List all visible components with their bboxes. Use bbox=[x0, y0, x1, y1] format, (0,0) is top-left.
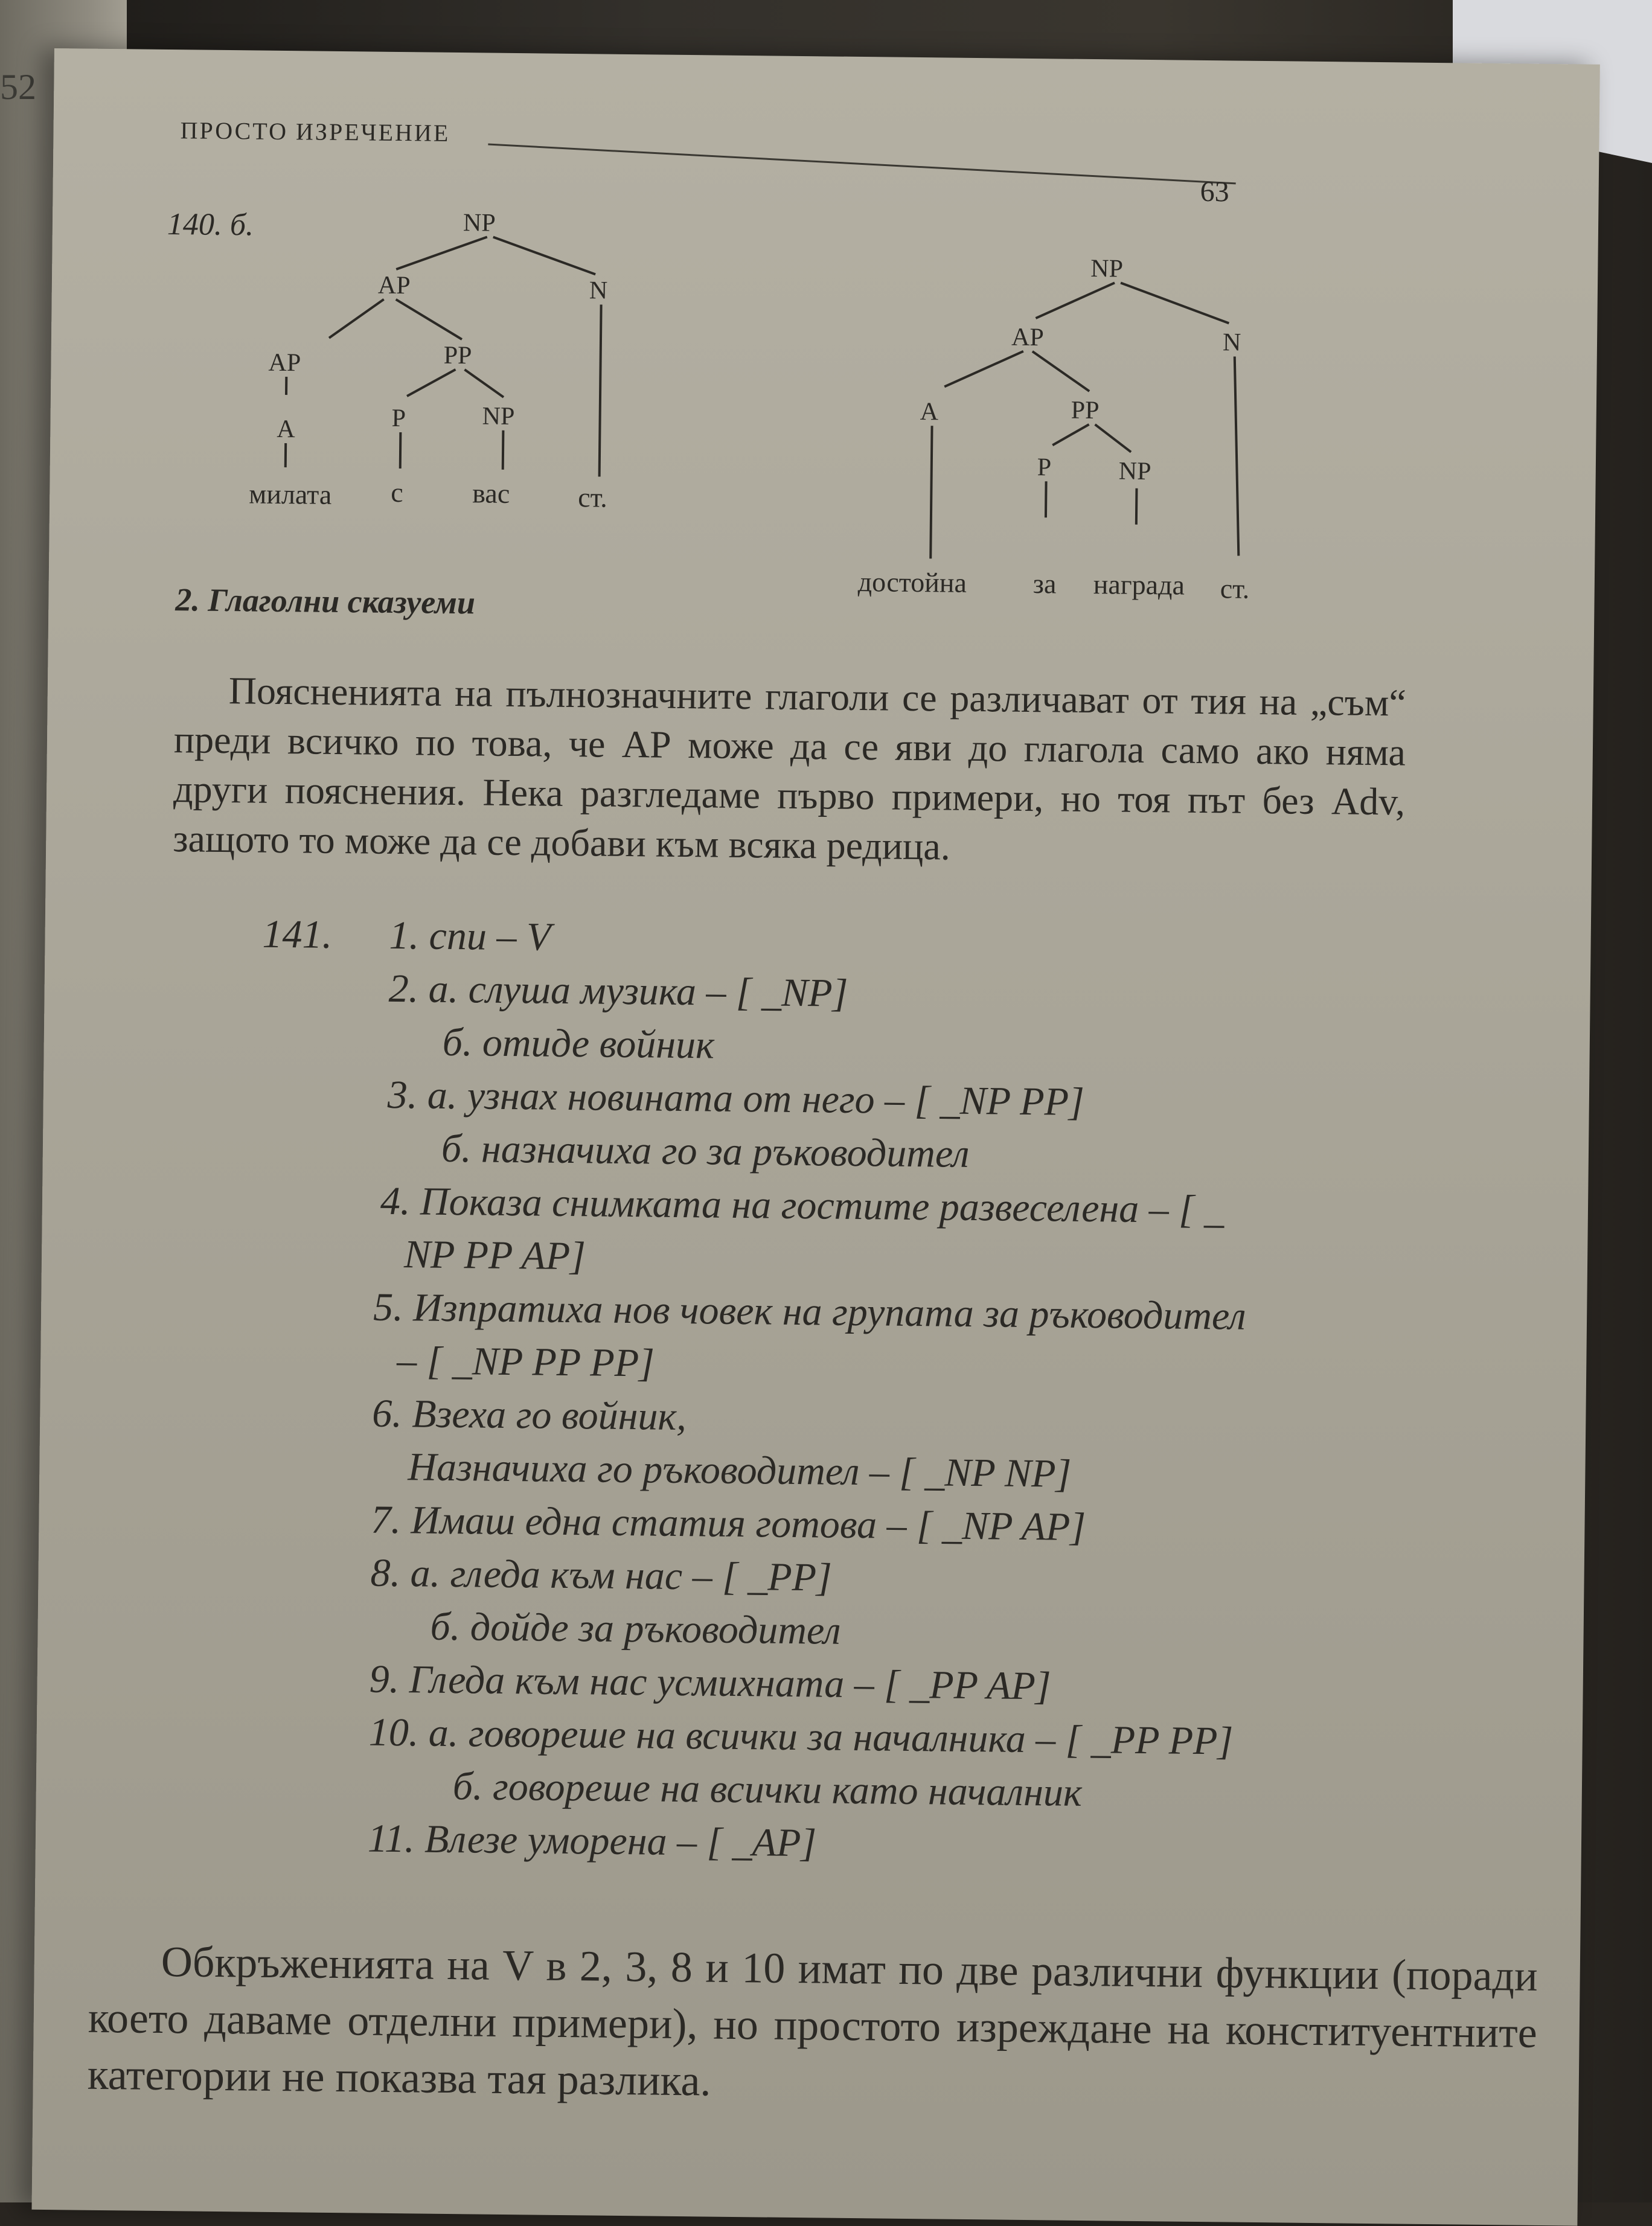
example-line: б. дойде за ръководител bbox=[430, 1601, 841, 1658]
section-heading: 2. Глаголни сказуеми bbox=[175, 581, 475, 621]
tree-1-word-3: вас bbox=[472, 478, 510, 509]
example-line: б. отиде войник bbox=[442, 1016, 714, 1072]
tree-1-ap-node: AP bbox=[378, 272, 411, 300]
page-number: 63 bbox=[1200, 175, 1229, 208]
tree-2-np2-node: NP bbox=[1119, 457, 1151, 485]
tree-2-np-node: NP bbox=[1090, 255, 1123, 283]
syntax-tree-1 bbox=[230, 201, 669, 592]
example-line: 2. а. слуша музика – [ _NP] bbox=[388, 962, 848, 1020]
book-page bbox=[32, 48, 1600, 2226]
running-title: ПРОСТО ИЗРЕЧЕНИЕ bbox=[180, 116, 450, 147]
example-line: 11. Влезе уморена – [ _AP] bbox=[368, 1812, 817, 1870]
tree-1-np-node: NP bbox=[463, 209, 496, 237]
tree-1-word-1: милата bbox=[249, 478, 332, 510]
tree-1-n-node: N bbox=[589, 277, 608, 304]
tree-2-svg bbox=[845, 250, 1333, 641]
tree-1-np2-node: NP bbox=[482, 402, 514, 430]
example-line: NP PP AP] bbox=[404, 1228, 586, 1283]
tree-2-pp-node: PP bbox=[1071, 397, 1100, 424]
intro-paragraph: Поясненията на пълнозначните глаголи се различават от тия на „съм“ преди всичко по това, че АР може да се яви до глагола само ако няма други пояснения. Нека разгледаме първо примери, но тоя път без Adv, защото то може да се добави към всяка редица. bbox=[173, 665, 1406, 876]
example-line: 3. а. узнах новината от него – [ _NP PP] bbox=[387, 1069, 1084, 1129]
tree-1-ap2-node: AP bbox=[268, 349, 301, 377]
tree-2-n-node: N bbox=[1223, 328, 1241, 356]
syntax-tree-2 bbox=[845, 250, 1333, 641]
example-line: б. говореше на всички като началник bbox=[452, 1760, 1082, 1820]
example-141-number: 141. bbox=[262, 908, 332, 962]
tree-2-word-1: достойна bbox=[858, 566, 967, 598]
example-141-list bbox=[162, 907, 1500, 1877]
tree-1-a-node: A bbox=[277, 415, 295, 443]
tree-1-pp-node: PP bbox=[443, 342, 472, 369]
example-line: 7. Имаш една статия готова – [ _NP AP] bbox=[371, 1494, 1086, 1554]
tree-2-word-4: ст. bbox=[1220, 573, 1249, 604]
example-line: 4. Показа снимката на гостите развеселена – [ _ bbox=[380, 1175, 1225, 1237]
example-line: 8. а. гледа към нас – [ _PP] bbox=[370, 1547, 832, 1605]
tree-2-word-3: награда bbox=[1093, 569, 1185, 601]
example-line: 5. Изпратиха нов човек на групата за ръководител bbox=[373, 1281, 1246, 1343]
conclusion-paragraph: Обкръженията на V в 2, 3, 8 и 10 имат по две различни функции (поради което даваме отделни примери), но простото изреждане на конституентните категории не показва тая разлика. bbox=[87, 1933, 1538, 2118]
tree-2-ap-node: AP bbox=[1011, 324, 1044, 352]
example-line: 9. Гледа към нас усмихната – [ _PP AP] bbox=[369, 1653, 1051, 1713]
example-line: б. назначиха го за ръководител bbox=[441, 1122, 969, 1181]
example-line: 10. а. говореше на всички за началника – [ _PP PP] bbox=[368, 1706, 1233, 1768]
tree-2-a-node: A bbox=[920, 398, 939, 426]
tree-1-word-2: с bbox=[391, 477, 403, 508]
example-line: Назначиха го ръководител – [ _NP NP] bbox=[408, 1441, 1072, 1501]
example-line: 1. спи – V bbox=[389, 909, 551, 964]
example-line: – [ _NP PP PP] bbox=[397, 1334, 655, 1390]
tree-2-word-2: за bbox=[1033, 568, 1057, 599]
example-140-label: 140. б. bbox=[167, 206, 254, 243]
tree-1-svg bbox=[230, 201, 669, 592]
example-line: 6. Взеха го войник, bbox=[372, 1387, 687, 1444]
tree-1-word-4: ст. bbox=[578, 482, 607, 513]
header-rule bbox=[488, 144, 1235, 185]
tree-1-p-node: P bbox=[391, 405, 406, 432]
previous-page-number: 52 bbox=[0, 66, 36, 108]
tree-2-p-node: P bbox=[1037, 453, 1052, 481]
